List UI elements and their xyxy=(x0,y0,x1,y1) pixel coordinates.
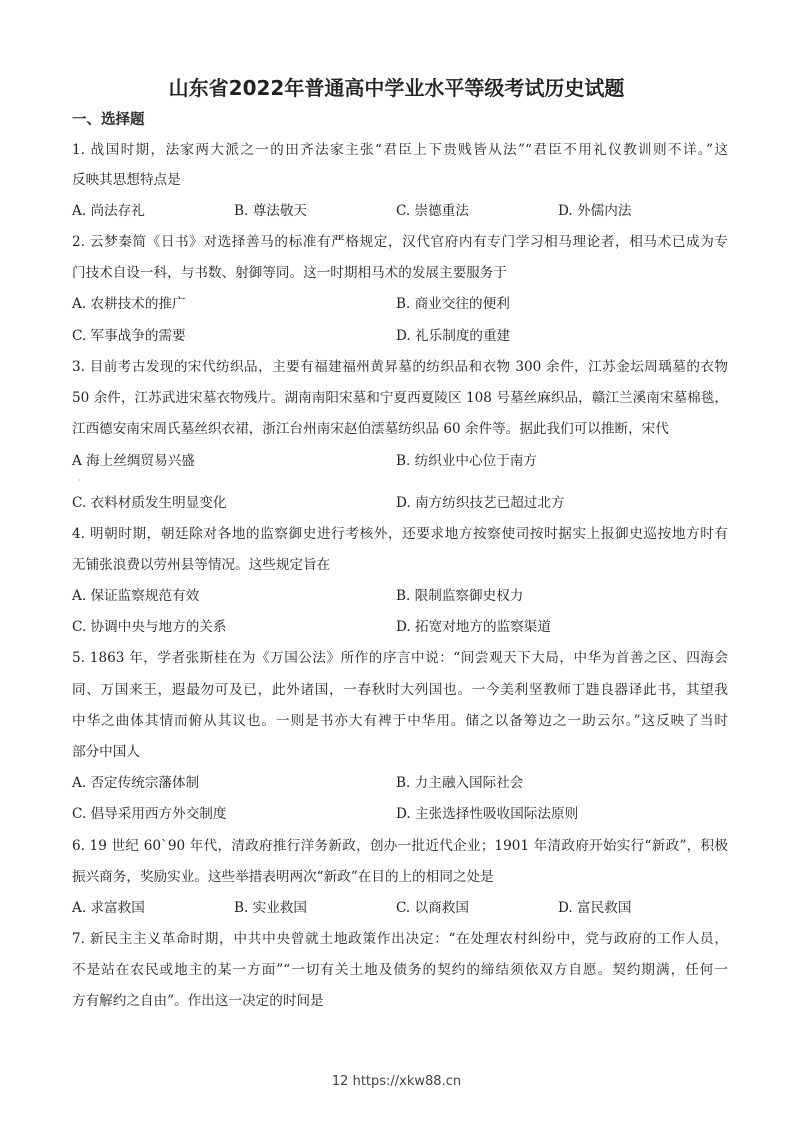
question-text-line: 方有解约之自由”。作出这一决定的时间是 xyxy=(72,993,324,1009)
answer-option-a: A 海上丝绸贸易兴盛 xyxy=(72,453,195,469)
answer-option-a: A. 农耕技术的推广 xyxy=(72,296,186,312)
answer-option-d: D. 拓宽对地方的监察渠道 xyxy=(396,619,551,635)
page-title: 山东省2022年普通高中学业水平等级考试历史试题 xyxy=(168,76,625,100)
answer-option-c: C. 以商救国 xyxy=(396,900,469,916)
question-text-line: 江西德安南宋周氏墓丝织衣裙，浙江台州南宋赵伯澐墓纺织品 60 余件等。据此我们可以推断，宋代 xyxy=(72,421,669,437)
question-text-line: 振兴商务，奖励实业。这些举措表明两次“新政”在目的上的相同之处是 xyxy=(72,869,494,885)
answer-option-a: A. 求富救国 xyxy=(72,900,145,916)
page-footer: 12 https://xkw88.cn xyxy=(331,1074,462,1089)
question-text-line: 2. 云梦秦简《日书》对选择善马的标准有严格规定，汉代官府内有专门学习相马理论者，相马术已成为专 xyxy=(72,234,728,250)
answer-option-b: B. 商业交往的便利 xyxy=(396,296,510,312)
answer-option-b: B. 实业救国 xyxy=(234,900,308,916)
question-text-line: 同、万国来王，遐最勿可及已，此外诸国，一春秋时大列国也。一今美利坚教师丁韪良器译此书，其望我 xyxy=(72,682,728,698)
question-text-line: 6. 19 世纪 60`90 年代，清政府推行洋务新政，创办一批近代企业；1901 年清政府开始实行“新政”，积极 xyxy=(72,838,728,854)
answer-option-d: D. 外儒内法 xyxy=(558,203,632,219)
question-text-line: 4. 明朝时期，朝廷除对各地的监察御史进行考核外，还要求地方按察使司按时据实上报御史巡按地方时有 xyxy=(72,526,728,542)
answer-option-c: C. 军事战争的需要 xyxy=(72,328,186,344)
question-text-line: 1. 战国时期，法家两大派之一的田齐法家主张“君臣上下贵贱皆从法”“君臣不用礼仪教训则不详。”这 xyxy=(72,142,728,158)
answer-option-a: A. 尚法存礼 xyxy=(72,203,145,219)
answer-option-b: B. 限制监察御史权力 xyxy=(396,588,524,604)
question-text-line: 3. 目前考古发现的宋代纺织品，主要有福建福州黄昇墓的纺织品和衣物 300 余件，江苏金坛周瑀墓的衣物 xyxy=(72,359,728,375)
question-text-line: 部分中国人 xyxy=(72,744,140,760)
question-text-line: 门技术自设一科，与书数、射御等同。这一时期相马术的发展主要服务于 xyxy=(72,265,507,281)
stray-mark: · xyxy=(78,476,81,485)
answer-option-c: C. 倡导采用西方外交制度 xyxy=(72,806,227,822)
section-heading: 一、选择题 xyxy=(72,112,145,128)
question-text-line: 7. 新民主主义革命时期，中共中央曾就土地政策作出决定：“在处理农村纠纷中，党与政府的工作人员， xyxy=(72,931,728,947)
answer-option-d: D. 富民救国 xyxy=(558,900,632,916)
answer-option-b: B. 尊法敬天 xyxy=(234,203,308,219)
question-text-line: 反映其思想特点是 xyxy=(72,172,181,188)
answer-option-c: C. 崇德重法 xyxy=(396,203,469,219)
question-text-line: 5. 1863 年，学者张斯桂在为《万国公法》所作的序言中说：“间尝观天下大局，中华为首善之区、四海会 xyxy=(72,650,728,666)
answer-option-c: C. 协调中央与地方的关系 xyxy=(72,619,227,635)
answer-option-a: A. 保证监察规范有效 xyxy=(72,588,200,604)
answer-option-c: C. 衣料材质发生明显变化 xyxy=(72,495,227,511)
question-text-line: 不是站在农民或地主的某一方面”“一切有关土地及债务的契约的缔结须依双方自愿。契约期满，任何一 xyxy=(72,962,728,978)
question-text-line: 中华之曲体其情而俯从其议也。一则是书亦大有裨于中华用。储之以备筹边之一助云尔。”这反映了当时 xyxy=(72,713,728,729)
question-text-line: 无铺张浪费以劳州县等情况。这些规定旨在 xyxy=(72,557,331,573)
answer-option-b: B. 力主融入国际社会 xyxy=(396,775,524,791)
answer-option-d: D. 礼乐制度的重建 xyxy=(396,328,511,344)
answer-option-d: D. 主张选择性吸收国际法原则 xyxy=(396,806,579,822)
answer-option-a: A. 否定传统宗藩体制 xyxy=(72,775,200,791)
answer-option-b: B. 纺织业中心位于南方 xyxy=(396,453,537,469)
question-text-line: 50 余件，江苏武进宋墓衣物残片。湖南南阳宋墓和宁夏西夏陵区 108 号墓丝麻织品，赣江兰溪南宋墓棉毯， xyxy=(72,390,728,406)
answer-option-d: D. 南方纺织技艺已超过北方 xyxy=(396,495,565,511)
